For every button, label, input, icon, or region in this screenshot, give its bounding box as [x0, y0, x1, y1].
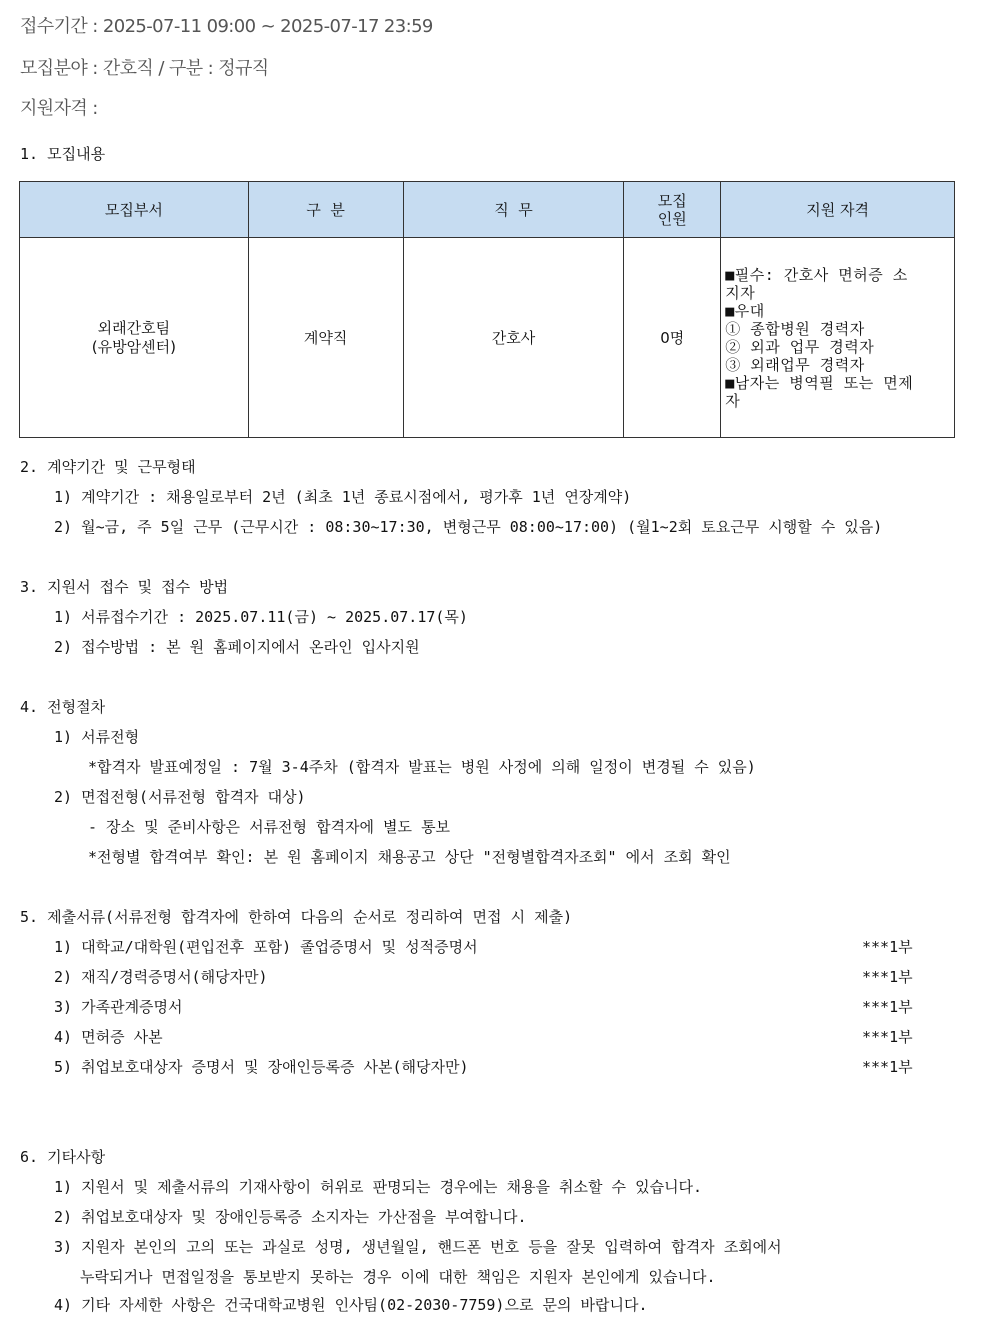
document-count: ***1부: [862, 938, 913, 956]
header-dept: 모집부서: [20, 182, 249, 238]
header-type: [248, 182, 403, 238]
section-6-item: 3) 지원자 본인의 고의 또는 과실로 성명, 생년월일, 핸드폰 번호 등을 잘못 입력하여 합격자 조회에서: [54, 1238, 782, 1256]
cell-job: 간호사: [403, 238, 624, 438]
qual-line: ■필수: 간호사 면허증 소: [725, 265, 908, 284]
recruit-table: [19, 181, 955, 438]
section-2-title: 2. 계약기간 및 근무형태: [20, 458, 196, 476]
section-6-item: 4) 기타 자세한 사항은 건국대학교병원 인사팀(02-2030-7759)으로 문의 바랍니다.: [54, 1296, 648, 1314]
section-4-item-1-note: *합격자 발표예정일 : 7월 3-4주차 (합격자 발표는 병원 사정에 의해 일정이 변경될 수 있음): [88, 758, 756, 776]
cell-count: 0명: [624, 238, 721, 438]
table-header-row: [20, 182, 955, 238]
section-4-title: 4. 전형절차: [20, 698, 106, 716]
section-2-item: 2) 월~금, 주 5일 근무 (근무시간 : 08:30~17:30, 변형근무 08:00~17:00) (월1~2회 토요근무 시행할 수 있음): [54, 518, 883, 536]
application-period: 접수기간 : 2025-07-11 09:00 ~ 2025-07-17 23:59: [20, 16, 433, 37]
section-6-item-continued: 누락되거나 면접일정을 통보받지 못하는 경우 이에 대한 책임은 지원자 본인에게 있습니다.: [80, 1268, 716, 1286]
document-item: 1) 대학교/대학원(편입전후 포함) 졸업증명서 및 성적증명서: [54, 938, 478, 956]
dept-line1: 외래간호팀: [97, 318, 171, 337]
section-4-item-2-note: *전형별 합격여부 확인: 본 원 홈페이지 채용공고 상단 "전형별합격자조회" 에서 조회 확인: [88, 848, 731, 866]
qual-line: ■우대: [725, 301, 765, 320]
section-4-item-2: 2) 면접전형(서류전형 합격자 대상): [54, 788, 306, 806]
section-6-title: 6. 기타사항: [20, 1148, 106, 1166]
qual-line: ② 외과 업무 경력자: [725, 337, 875, 356]
document-count: ***1부: [862, 968, 913, 986]
recruit-field: 모집분야 : 간호직 / 구분 : 정규직: [20, 58, 269, 79]
document-item: 4) 면허증 사본: [54, 1028, 163, 1046]
qualification-label: 지원자격 :: [20, 98, 98, 119]
cell-dept: [20, 238, 249, 438]
section-3-title: 3. 지원서 접수 및 접수 방법: [20, 578, 229, 596]
section-4-item-2-note: - 장소 및 준비사항은 서류전형 합격자에 별도 통보: [88, 818, 451, 836]
document-item: 2) 재직/경력증명서(해당자만): [54, 968, 268, 986]
table-row: [20, 238, 955, 438]
header-count-line2: 인원: [657, 209, 687, 228]
document-count: ***1부: [862, 998, 913, 1016]
qual-line: 자: [725, 391, 741, 410]
header-type-label: 구 분: [306, 200, 345, 219]
header-job: [403, 182, 624, 238]
section-6-item: 1) 지원서 및 제출서류의 기재사항이 허위로 판명되는 경우에는 채용을 취소할 수 있습니다.: [54, 1178, 703, 1196]
document-count: ***1부: [862, 1028, 913, 1046]
document-item: 5) 취업보호대상자 증명서 및 장애인등록증 사본(해당자만): [54, 1058, 469, 1076]
qual-line: ③ 외래업무 경력자: [725, 355, 865, 374]
header-job-label: 직 무: [494, 200, 533, 219]
cell-qualification: [721, 238, 955, 438]
section-1-title: 1. 모집내용: [20, 145, 106, 163]
header-count-line1: 모집: [657, 191, 687, 210]
section-6-item: 2) 취업보호대상자 및 장애인등록증 소지자는 가산점을 부여합니다.: [54, 1208, 527, 1226]
cell-type: 계약직: [248, 238, 403, 438]
header-count: [624, 182, 721, 238]
qual-line: 지자: [725, 283, 756, 302]
section-4-item-1: 1) 서류전형: [54, 728, 140, 746]
section-3-item: 1) 서류접수기간 : 2025.07.11(금) ~ 2025.07.17(목): [54, 608, 468, 626]
section-3-item: 2) 접수방법 : 본 원 홈페이지에서 온라인 입사지원: [54, 638, 420, 656]
section-2-item: 1) 계약기간 : 채용일로부터 2년 (최초 1년 종료시점에서, 평가후 1년 연장계약): [54, 488, 632, 506]
qual-line: ① 종합병원 경력자: [725, 319, 865, 338]
document-count: ***1부: [862, 1058, 913, 1076]
section-5-title: 5. 제출서류(서류전형 합격자에 한하여 다음의 순서로 정리하여 면접 시 제출): [20, 908, 573, 926]
document-item: 3) 가족관계증명서: [54, 998, 183, 1016]
header-qualification: 지원 자격: [721, 182, 955, 238]
qual-line: ■남자는 병역필 또는 면제: [725, 373, 914, 392]
dept-line2: (유방암센터): [91, 337, 176, 356]
